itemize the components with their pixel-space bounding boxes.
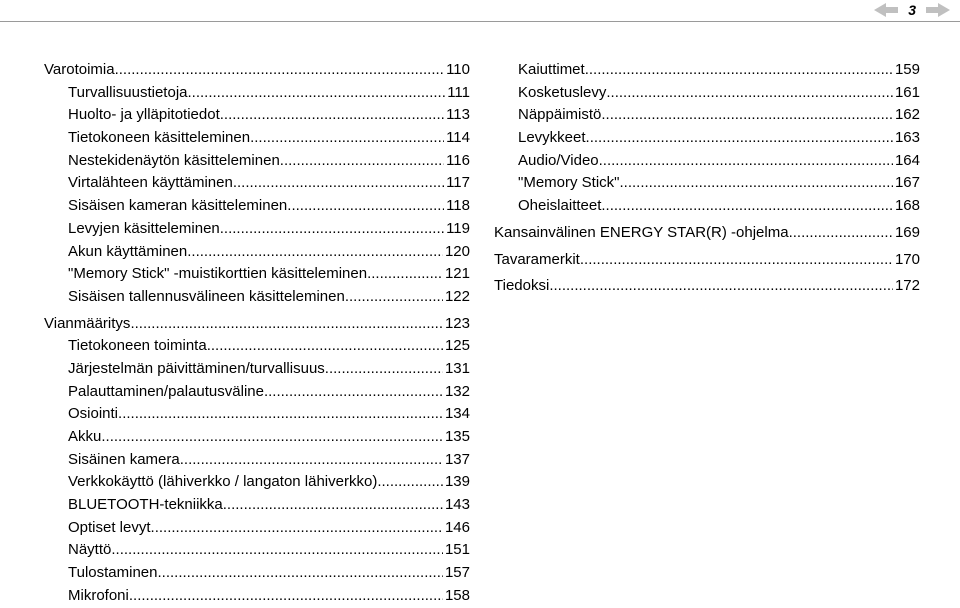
header-divider [0, 21, 960, 22]
toc-entry[interactable] [494, 127, 920, 150]
toc-entry[interactable] [44, 195, 470, 218]
toc-leader-dots [115, 59, 444, 81]
toc-leader-dots [585, 59, 893, 81]
toc-entry[interactable] [44, 313, 470, 336]
toc-leader-dots [118, 403, 443, 425]
toc-entry-page: 132 [444, 382, 470, 400]
toc-entry-page: 118 [446, 197, 470, 215]
toc-entry[interactable] [44, 517, 470, 540]
toc-entry-page: 123 [444, 314, 470, 332]
toc-entry-label: Palauttaminen/palautusväline [68, 382, 264, 400]
toc-entry-page: 113 [446, 106, 470, 124]
toc-entry[interactable] [494, 195, 920, 218]
toc-entry-page: 110 [446, 61, 470, 78]
toc-entry[interactable] [44, 127, 470, 150]
toc-entry-page: 163 [894, 129, 920, 147]
toc-entry-page: 157 [444, 564, 470, 582]
toc-entry-page: 139 [444, 473, 470, 491]
toc-entry[interactable] [44, 82, 470, 105]
toc-entry[interactable] [44, 358, 470, 381]
toc-leader-dots [367, 263, 443, 285]
toc-entry[interactable] [44, 104, 470, 127]
toc-leader-dots [130, 313, 443, 335]
next-page-button[interactable] [926, 3, 950, 17]
toc-entry-page: 143 [444, 496, 470, 514]
toc-entry[interactable] [44, 335, 470, 358]
toc-leader-dots [233, 172, 444, 194]
toc-entry-page: 158 [444, 586, 470, 604]
toc-entry[interactable] [494, 222, 920, 245]
toc-entry-page: 137 [444, 450, 470, 468]
toc-entry-label: Kosketuslevy [518, 83, 607, 101]
toc-leader-dots [180, 449, 443, 471]
toc-leader-dots [207, 335, 443, 357]
toc-entry[interactable] [44, 381, 470, 404]
toc-entry[interactable] [44, 150, 470, 173]
toc-entry-label: Huolto- ja ylläpitotiedot [68, 106, 220, 124]
toc-entry-label: Turvallisuustietoja [68, 83, 188, 101]
toc-leader-dots [220, 218, 444, 240]
toc-entry-label: Järjestelmän päivittäminen/turvallisuus [68, 359, 325, 377]
toc-leader-dots [601, 195, 893, 217]
toc-entry-label: Tietokoneen käsitteleminen [68, 129, 251, 147]
toc-entry[interactable] [44, 449, 470, 472]
toc-leader-dots [264, 381, 443, 403]
toc-entry-label: Tulostaminen [68, 564, 158, 582]
toc-entry-label: Tavaramerkit [494, 250, 580, 268]
toc-leader-dots [599, 150, 893, 172]
toc-leader-dots [220, 104, 444, 126]
toc-entry-page: 121 [444, 265, 470, 283]
toc-entry-page: 114 [446, 129, 470, 147]
toc-entry-label: Levykkeet [518, 129, 586, 147]
toc-entry[interactable] [44, 494, 470, 517]
page-number: 3 [908, 2, 916, 18]
toc-entry-page: 172 [894, 277, 920, 295]
toc-entry-label: Audio/Video [518, 151, 599, 169]
toc-leader-dots [345, 286, 443, 308]
toc-entry-label: Kaiuttimet [518, 61, 585, 78]
toc-leader-dots [789, 222, 893, 244]
toc-entry-label: BLUETOOTH-tekniikka [68, 496, 223, 514]
toc-entry-label: Akun käyttäminen [68, 242, 188, 260]
toc-leader-dots [606, 82, 893, 104]
toc-entry-page: 116 [446, 151, 470, 169]
toc-entry[interactable] [494, 172, 920, 195]
toc-entry-label: Optiset levyt [68, 518, 151, 536]
toc-leader-dots [188, 82, 446, 104]
toc-entry[interactable] [44, 59, 470, 82]
toc-entry[interactable] [44, 218, 470, 241]
toc-leader-dots [187, 241, 443, 263]
toc-entry[interactable] [44, 263, 470, 286]
toc-entry[interactable] [44, 172, 470, 195]
arrow-right-icon [926, 3, 950, 17]
toc-leader-dots [101, 426, 443, 448]
toc-entry-page: 169 [894, 223, 920, 241]
toc-entry-label: Sisäisen tallennusvälineen käsitteleminen [68, 287, 345, 305]
toc-entry-page: 159 [894, 61, 920, 78]
toc-entry-label: Nestekidenäytön käsitteleminen [68, 151, 280, 169]
toc-entry-label: Sisäisen kameran käsitteleminen [68, 197, 288, 215]
toc-entry-label: "Memory Stick" -muistikorttien käsitteleminen [68, 265, 368, 283]
toc-entry[interactable] [44, 286, 470, 309]
toc-leader-dots [586, 127, 893, 149]
toc-entry-label: Vianmääritys [44, 314, 131, 332]
toc-entry-label: Osiointi [68, 405, 119, 423]
toc-entry[interactable] [494, 104, 920, 127]
toc-entry-page: 131 [444, 359, 470, 377]
toc-entry-label: Näppäimistö [518, 106, 602, 124]
toc-entry[interactable] [44, 426, 470, 449]
toc-entry[interactable] [494, 82, 920, 105]
toc-entry-label: Virtalähteen käyttäminen [68, 174, 233, 192]
toc-entry-page: 122 [444, 287, 470, 305]
toc-leader-dots [111, 539, 443, 561]
toc-entry-page: 167 [894, 174, 920, 192]
toc-entry-page: 170 [894, 250, 920, 268]
toc-entry[interactable] [44, 585, 470, 608]
toc-entry-page: 168 [894, 197, 920, 215]
toc-entry-page: 111 [447, 83, 470, 101]
toc-leader-dots [280, 150, 444, 172]
toc-entry[interactable] [44, 539, 470, 562]
toc-leader-dots [158, 562, 443, 584]
toc-leader-dots [601, 104, 893, 126]
toc-entry[interactable] [494, 59, 920, 82]
toc-leader-dots [287, 195, 444, 217]
toc-entry[interactable] [44, 562, 470, 585]
toc-right-column [494, 59, 920, 298]
toc-leader-dots [580, 249, 893, 271]
toc-entry-page: 146 [444, 518, 470, 536]
prev-page-button[interactable] [874, 3, 898, 17]
toc-leader-dots [151, 517, 443, 539]
toc-entry-page: 125 [444, 337, 470, 355]
toc-entry[interactable] [44, 471, 470, 494]
toc-leader-dots [250, 127, 444, 149]
toc-entry-label: Verkkokäyttö (lähiverkko / langaton lähiverkko) [68, 473, 378, 491]
toc-leader-dots [129, 585, 443, 607]
toc-entry[interactable] [494, 275, 920, 298]
toc-entry-page: 164 [894, 151, 920, 169]
toc-leader-dots [549, 275, 893, 297]
toc-entry-page: 162 [894, 106, 920, 124]
toc-entry-page: 151 [444, 541, 470, 559]
toc-entry-label: Varotoimia [44, 61, 115, 78]
toc-entry-label: Kansainvälinen ENERGY STAR(R) -ohjelma [494, 223, 789, 241]
page-navigation [874, 0, 950, 20]
toc-entry-page: 134 [444, 405, 470, 423]
toc-left-column [44, 59, 470, 608]
toc-leader-dots [377, 471, 443, 493]
toc-entry-label: Tietokoneen toiminta [68, 337, 207, 355]
toc-entry[interactable] [494, 249, 920, 272]
toc-entry[interactable] [44, 403, 470, 426]
toc-entry[interactable] [44, 241, 470, 264]
toc-entry-label: Sisäinen kamera [68, 450, 180, 468]
toc-entry-page: 120 [444, 242, 470, 260]
toc-leader-dots [325, 358, 443, 380]
toc-entry-page: 117 [446, 174, 470, 192]
toc-entry-label: "Memory Stick" [518, 174, 620, 192]
toc-entry-label: Mikrofoni [68, 586, 129, 604]
toc-entry-label: Näyttö [68, 541, 112, 559]
toc-leader-dots [223, 494, 443, 516]
toc-entry-label: Levyjen käsitteleminen [68, 219, 220, 237]
arrow-left-icon [874, 3, 898, 17]
toc-entry-page: 119 [446, 219, 470, 237]
toc-entry-label: Tiedoksi [494, 277, 550, 295]
toc-entry[interactable] [494, 150, 920, 173]
toc-leader-dots [620, 172, 893, 194]
toc-entry-page: 135 [444, 428, 470, 445]
toc-entry-label: Oheislaitteet [518, 197, 602, 215]
toc-entry-page: 161 [894, 83, 920, 101]
toc-entry-label: Akku [68, 428, 102, 445]
